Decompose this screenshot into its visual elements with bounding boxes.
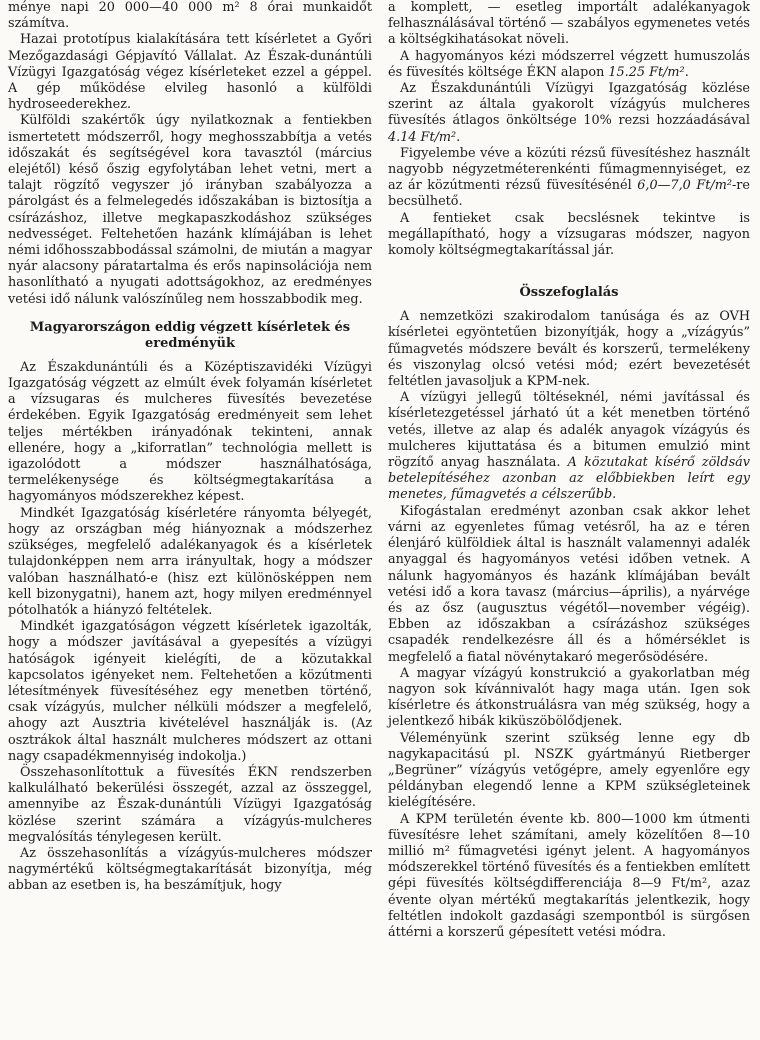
text-span: . — [456, 129, 461, 145]
paragraph: A magyar vízágyú konstrukció a gyakorlatban még nagyon sok kívánnivalót hagy maga után. Igen sok kísérletre és átkonstruálásra van még szükség, hogy a jelentkező hibák kiküszöbölődjenek. — [388, 665, 750, 730]
paragraph-cost-mulcher — [388, 81, 750, 146]
paragraph: Összehasonlítottuk a füvesítés ÉKN rendszerben kalkulálható bekerülési összegét, azzal az összeggel, amennyibe az Észak-dunántúli Vízügyi Igazgatóság közlése szerint számára a vízágyús-mulcheres megvalósítás ténylegesen került. — [8, 764, 372, 845]
emphasis-text: A közutakat kísérő zöldsáv betelepítéséhez azonban az előbbiekben leírt egy menetes, fűmagvetés a célszerűbb. — [388, 455, 750, 503]
paragraph: a komplett, — esetleg importált adalékanyagok felhasználásával történő — szabályos egymenetes vetés a költségkihatásokat növeli. — [388, 0, 750, 48]
text-span: Figyelembe véve a közúti rézsű füvesítéshez használt nagyobb négyzetméterenkénti fűmagmennyiséget, ez az ár közútmenti rézsű füvesítésénél — [388, 145, 750, 194]
text-span: -re becsülhető. — [388, 178, 750, 210]
left-column — [8, 0, 372, 1040]
spacer — [388, 259, 750, 273]
paragraph: Véleményünk szerint szükség lenne egy db nagykapacitású pl. NSZK gyártmányú Rietberger „Begrüner” vízágyús vetőgépre, amely egyenlőre egy példányban elegendő lenne a KPM szükségleteinek kielégítésére. — [388, 730, 750, 811]
paragraph-cost-road — [388, 146, 750, 211]
paragraph — [388, 390, 750, 503]
paragraph: A fentieket csak becslésnek tekintve is megállapítható, hogy a vízsugaras módszer, nagyon komoly költségmegtakarítással jár. — [388, 210, 750, 259]
cost-value: 15.25 Ft/m² — [608, 64, 685, 80]
paragraph: ménye napi 20 000—40 000 m² 8 órai munkaidőt számítva. — [8, 0, 372, 32]
paragraph: A KPM területén évente kb. 800—1000 km útmenti füvesítésre lehet számítani, amely közelítően 8—10 millió m² fűmagvetési igényt jelent. A hagyományos módszerekkel történő füvesítés és a fentiekben említett gépi füvesítés költségdifferenciája 8—9 Ft/m², azaz évente olyan mértékű megtakarítás jelentkezik, hogy feltétlen indokolt gazdasági szempontból is sürgősen áttérni a korszerű gépesített vetési módra. — [388, 811, 750, 940]
paragraph: Mindkét igazgatóságon végzett kísérletek igazolták, hogy a módszer javításával a gyepesítés a vízügyi hatóságok igényeit kielégíti, de a közutakkal kapcsolatos igényeket nem. Feltehetően a közútmenti létesítmények füvesítéséhez egy menetben történő, csak vízágyús, mulcher nélküli módszer a megfelelő, ahogy azt Ausztria kivételével használják is. (Az osztrákok által használt mulcheres módszert az ottani nagy csapadékmennyiség indokolja.) — [8, 619, 372, 764]
paragraph: Külföldi szakértők úgy nyilatkoznak a fentiekben ismertetett módszerről, hogy meghosszabbítja a vetés időszakát és segítségével kora tavasztól (március elejétől) késő őszig egyfolytában lehet vetni, mert a talajt rögzítő vegyszer jó irányban szabályozza a párolgást és a felmelegedés időszakában is biztosítja a csírázáshoz, illetve megkapaszkodáshoz szükséges nedvességet. Feltehetően hazánk klímájában is lehet némi időhosszabbodással számolni, de miután a magyar nyár alacsony páratartalma és erős napinsolációja nem hasonlítható a nyugati adottságokhoz, az eredményes vetési idő nálunk valószínűleg nem hosszabbodik meg. — [8, 113, 372, 307]
text-span: . — [684, 64, 689, 80]
text-span: Az Északdunántúli Vízügyi Igazgatóság közlése szerint az általa gyakorolt vízágyús mulcheres füvesítés átlagos önköltsége 10% rezsi hozzáadásával — [388, 81, 750, 129]
paragraph: Az Északdunántúli és a Középtiszavidéki Vízügyi Igazgatóság végzett az elmúlt évek folyamán kísérletet a vízsugaras és mulcheres füvesítés bevezetése érdekében. Egyik Igazgatóság eredményeit sem lehet teljes mértékben irányadónak tekinteni, annak ellenére, hogy a „kiforratlan” technológia mellett is igazolódott a módszer használhatósága, termelékenysége és költségmegtakarítása a hagyományos módszerekhez képest. — [8, 359, 372, 505]
cost-value: 4.14 Ft/m² — [388, 129, 457, 145]
text-span: A vízügyi jellegű töltéseknél, némi javítással és kísérletezgetéssel járható út a két menetben történő vetés, illetve az alap és adalék anyagok vízágyús és mulcheres kijuttatása és a bitumen emulzió mint rögzítő anyag használata. — [388, 390, 750, 471]
paragraph: Az összehasonlítás a vízágyús-mulcheres módszer nagymértékű költségmegtakarítását bizonyítja, még abban az esetben is, ha beszámítjuk, hogy — [8, 845, 372, 894]
section-heading: Magyarországon eddig végzett kísérletek és eredményük — [29, 319, 351, 351]
paragraph: A nemzetközi szakirodalom tanúsága és az OVH kísérletei egyöntetűen bizonyítják, hogy a „vízágyús” fűmagvetés módszere bevált és korszerű, termelékeny és viszonylag olcsó vetési mód; ezért bevezetését feltétlen javasoljuk a KPM-nek. — [388, 309, 750, 390]
text-span: A hagyományos kézi módszerrel végzett humuszolás és füvesítés költsége ÉKN alapon — [388, 48, 750, 80]
cost-value: 6,0—7,0 Ft/m² — [637, 178, 732, 194]
paragraph: Kifogástalan eredményt azonban csak akkor lehet várni az egyenletes fűmag vetésről, ha az e téren élenjáró külföldiek által is használt valamennyi adalék anyaggal és hagyományos vetési időben vetnek. A nálunk hagyományos és hazánk klímájában bevált vetési idő a kora tavasz (március—április), a nyárvége és az ősz (augusztus végétől—november végéig). Ebben az időszakban a csírázáshoz szükséges csapadék rendelkezésre áll és a hőmérséklet is megfelelő a fiatal növénytakaró megerősödésére. — [388, 503, 750, 665]
right-column — [388, 0, 750, 1040]
paragraph-cost-manual — [388, 49, 750, 81]
section-heading: Összefoglalás — [519, 285, 619, 301]
paragraph: Hazai prototípus kialakítására tett kísérletet a Győri Mezőgazdasági Gépjavító Vállalat. Az Észak-dunántúli Vízügyi Igazgatóság végez kísérleteket ezzel a géppel. A gép működése elvileg hasonló a külföldi hydroseederekhez. — [8, 32, 372, 113]
paragraph: Mindkét Igazgatóság kísérletére rányomta bélyegét, hogy az országban még hiányoznak a módszerhez szükséges, megfelelő adalékanyagok és a kísérletek tulajdonképpen nem arra irányultak, hogy a módszer valóban használható-e (hisz ezt különösképpen nem kell bizonygatni), hanem azt, hogy milyen eredménnyel pótolhatók a hiányzó feltételek. — [8, 505, 372, 618]
